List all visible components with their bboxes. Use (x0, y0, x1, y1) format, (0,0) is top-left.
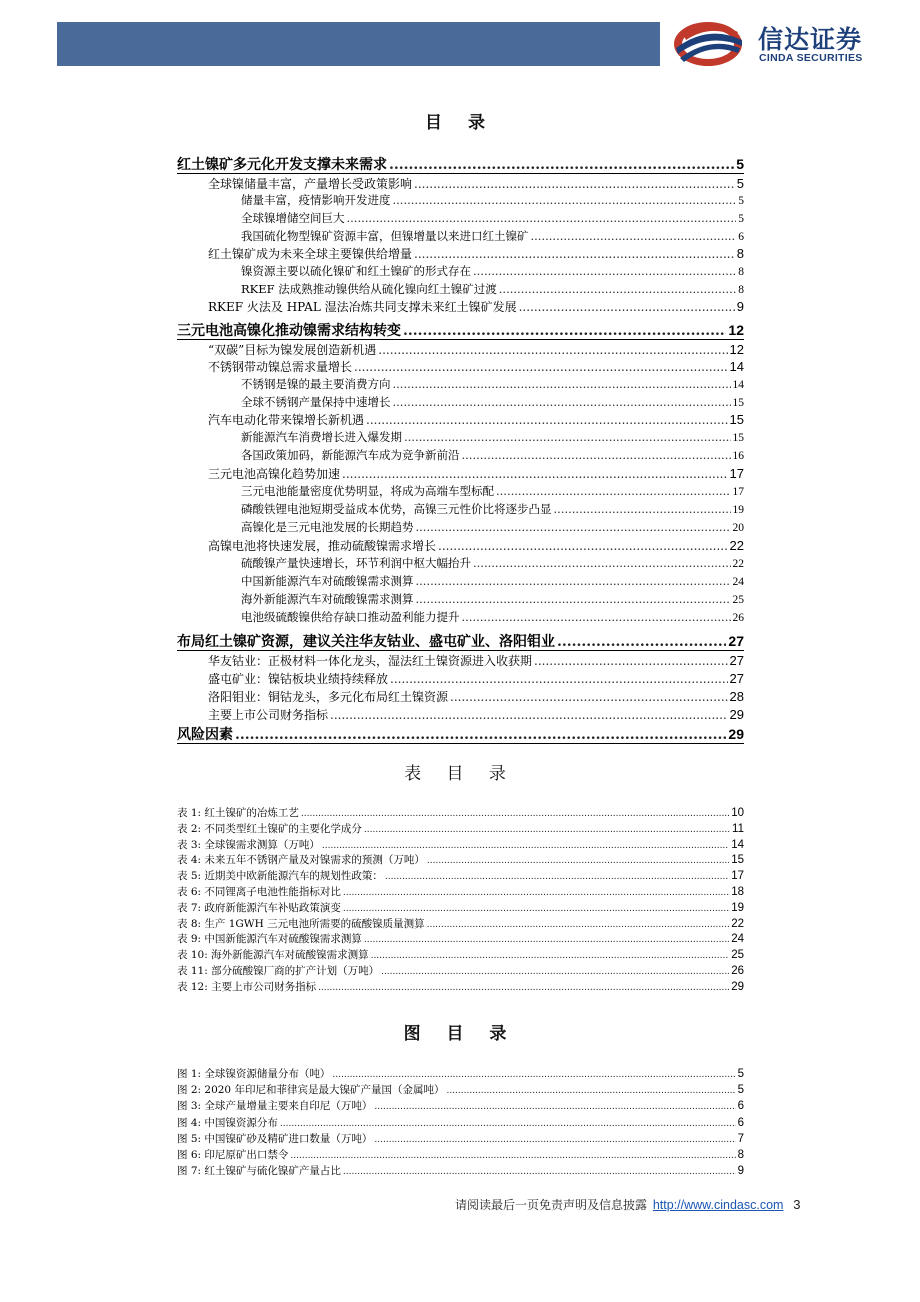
dot-leader (378, 343, 727, 357)
dot-leader (404, 430, 731, 444)
dot-leader (354, 360, 728, 374)
dot-leader (554, 502, 731, 516)
heading-underline (177, 173, 744, 174)
toc-entry-level3-page: 16 (732, 450, 744, 462)
toc-entry-level3[interactable] (241, 429, 744, 445)
figure-list-entry-page: 6 (737, 1100, 744, 1113)
table-list-entry-text: 表 1: 红土镍矿的冶炼工艺 (177, 807, 299, 819)
dot-leader (343, 904, 729, 914)
dot-leader (364, 935, 729, 945)
toc-entry-level2-text: 高镍电池将快速发展，推动硫酸镍需求增长 (208, 539, 437, 553)
table-list-entry-page: 10 (731, 807, 744, 819)
table-list-entry-text: 表 10: 海外新能源汽车对硫酸镍需求测算 (177, 949, 369, 962)
dot-leader (385, 872, 729, 882)
toc-entry-level2-text: RKEF 火法及 HPAL 湿法冶炼共同支撑未来红土镍矿发展 (208, 300, 517, 314)
toc-title: 目 录 (425, 113, 495, 133)
table-list-entry-page: 11 (732, 822, 744, 835)
toc-entry-level3-page: 5 (738, 195, 744, 207)
table-list-entry-page: 17 (731, 870, 744, 883)
toc-entry-level2-text: “双碳”目标为镍发展创造新机遇 (208, 343, 377, 357)
figure-list-entry-page: 5 (737, 1068, 744, 1080)
toc-entry-level3-page: 15 (732, 397, 744, 409)
toc-entry-level2-text: 全球镍储量丰富，产量增长受政策影响 (208, 177, 413, 191)
toc-entry-level2-page: 27 (729, 671, 744, 686)
toc-entry-level3-page: 6 (738, 231, 744, 243)
toc-entry-level2[interactable] (208, 465, 744, 481)
dot-leader (473, 264, 736, 278)
dot-leader (235, 727, 726, 742)
toc-entry-level2-text: 三元电池高镍化趋势加速 (208, 467, 341, 481)
table-list-entry[interactable] (177, 947, 744, 961)
toc-entry-level1[interactable] (177, 631, 744, 649)
toc-entry-level2[interactable] (208, 245, 744, 261)
figure-list-entry[interactable] (177, 1131, 744, 1145)
footer-page-number: 3 (793, 1197, 801, 1212)
heading-underline (177, 650, 744, 651)
dot-leader (343, 1167, 736, 1177)
table-list-entry-page: 24 (731, 933, 744, 946)
dot-leader (374, 1135, 735, 1145)
dot-leader (390, 672, 728, 686)
toc-entry-level2[interactable] (208, 706, 744, 722)
dot-leader (393, 193, 737, 207)
table-list-entry-page: 15 (731, 854, 744, 867)
table-list-entry-page: 26 (731, 965, 744, 977)
figure-list-entry-text: 图 1: 全球镍资源储量分布（吨） (177, 1068, 331, 1080)
table-list-entry-text: 表 4: 未来五年不锈钢产量及对镍需求的预测（万吨） (177, 854, 425, 867)
toc-entry-level3-text: 海外新能源汽车对硫酸镍需求测算 (241, 592, 414, 606)
header-banner (57, 22, 660, 66)
dot-leader (280, 1119, 736, 1129)
dot-leader (473, 556, 731, 570)
toc-entry-level1-text: 布局红土镍矿资源，建议关注华友钴业、盛屯矿业、洛阳钼业 (177, 634, 555, 649)
dot-leader (381, 967, 729, 977)
table-list-entry-text: 表 9: 中国新能源汽车对硫酸镍需求测算 (177, 933, 362, 946)
toc-entry-level3[interactable] (241, 501, 744, 517)
toc-entry-level3[interactable] (241, 483, 744, 499)
table-list-entry-page: 19 (731, 901, 744, 914)
toc-entry-level3[interactable] (241, 281, 744, 297)
table-list-entry[interactable] (177, 837, 744, 851)
table-list-entry-page: 29 (731, 980, 744, 993)
toc-entry-level1[interactable] (177, 154, 744, 172)
toc-entry-level2[interactable] (208, 358, 744, 374)
toc-entry-level2-page: 17 (729, 466, 744, 481)
dot-leader (318, 983, 729, 993)
toc-entry-level3-page: 22 (732, 558, 744, 570)
toc-entry-level2-text: 洛阳钼业：铜钴龙头，多元化布局红土镍资源 (208, 690, 449, 704)
toc-entry-level2[interactable] (208, 688, 744, 704)
toc-entry-level3[interactable] (241, 555, 744, 571)
dot-leader (414, 177, 735, 191)
dot-leader (330, 708, 728, 722)
toc-entry-level2-text: 华友钴业：正极材料一体化龙头，湿法红土镍资源进入收获期 (208, 654, 533, 668)
toc-entry-level2[interactable] (208, 411, 744, 427)
toc-entry-level3[interactable] (241, 394, 744, 410)
toc-entry-level3-text: 全球镍增储空间巨大 (241, 211, 345, 225)
figure-list-entry-page: 6 (737, 1116, 744, 1129)
toc-entry-level3-page: 14 (732, 379, 744, 391)
toc-entry-level3-page: 25 (732, 594, 744, 606)
toc-entry-level3-page: 19 (732, 504, 744, 516)
dot-leader (301, 809, 729, 819)
table-list-entry[interactable] (177, 931, 744, 945)
dot-leader (427, 920, 730, 930)
toc-entry-level3[interactable] (241, 591, 744, 607)
toc-entry-level1[interactable] (177, 320, 744, 338)
dot-leader (496, 484, 731, 498)
toc-entry-level3[interactable] (241, 376, 744, 392)
toc-entry-level3[interactable] (241, 263, 744, 279)
toc-entry-level3-text: 电池级硫酸镍供给存缺口推动盈利能力提升 (241, 610, 460, 624)
toc-entry-level2-page: 22 (729, 538, 744, 553)
toc-entry-level3-page: 20 (732, 522, 744, 534)
table-list-entry-page: 25 (731, 949, 744, 962)
figure-list-entry[interactable] (177, 1163, 744, 1177)
cinda-emblem-icon (670, 18, 750, 70)
dot-leader (322, 841, 729, 851)
footer-website-link[interactable]: http://www.cindasc.com (652, 1198, 784, 1212)
table-list-entry-text: 表 11: 部分硫酸镍厂商的扩产计划（万吨） (177, 965, 380, 977)
toc-entry-level3-text: 硫酸镍产量快速增长，环节利润中枢大幅抬升 (241, 556, 471, 570)
toc-entry-level3-text: 三元电池能量密度优势明显，将成为高端车型标配 (241, 484, 494, 498)
toc-entry-level2-page: 27 (729, 653, 744, 668)
table-list-entry-text: 表 3: 全球镍需求测算（万吨） (177, 838, 320, 851)
dot-leader (462, 448, 731, 462)
table-list-entry-text: 表 2: 不同类型红土镍矿的主要化学成分 (177, 822, 362, 835)
toc-entry-level2[interactable] (208, 298, 744, 314)
figure-list-entry-text: 图 3: 全球产量增量主要来自印尼（万吨） (177, 1100, 373, 1113)
toc-entry-level3-page: 24 (732, 576, 744, 588)
toc-entry-level2[interactable] (208, 670, 744, 686)
dot-leader (416, 574, 731, 588)
toc-entry-level3-text: 不锈钢是镍的最主要消费方向 (241, 377, 391, 391)
toc-entry-level3-text: 镍资源主要以硫化镍矿和红土镍矿的形式存在 (241, 264, 471, 278)
dot-leader (393, 395, 731, 409)
table-list-entry[interactable] (177, 916, 744, 930)
dot-leader (366, 413, 728, 427)
table-list-title: 表 目 录 (404, 764, 516, 784)
table-list-entry[interactable] (177, 979, 744, 993)
figure-list-entry[interactable] (177, 1098, 744, 1112)
dot-leader (414, 247, 735, 261)
toc-entry-level3[interactable] (241, 447, 744, 463)
figure-list-entry[interactable] (177, 1147, 744, 1161)
table-list-entry[interactable] (177, 805, 744, 819)
table-list-entry[interactable] (177, 868, 744, 882)
table-list-entry[interactable] (177, 963, 744, 977)
dot-leader (416, 592, 731, 606)
table-list-entry[interactable] (177, 821, 744, 835)
cinda-logo (670, 18, 900, 70)
footer-disclaimer: 请阅读最后一页免责声明及信息披露 (455, 1198, 648, 1212)
figure-list-entry-text: 图 4: 中国镍资源分布 (177, 1116, 278, 1129)
dot-leader (557, 634, 726, 649)
figure-list-entry-text: 图 7: 红土镍矿与硫化镍矿产量占比 (177, 1165, 341, 1178)
toc-entry-level3-text: 新能源汽车消费增长进入爆发期 (241, 430, 402, 444)
figure-list-entry-text: 图 5: 中国镍矿砂及精矿进口数量（万吨） (177, 1132, 373, 1145)
toc-entry-level3[interactable] (241, 609, 744, 625)
heading-underline (177, 339, 744, 340)
toc-entry-level2-text: 主要上市公司财务指标 (208, 708, 329, 722)
toc-entry-level3-text: RKEF 法成熟推动镍供给从硫化镍向红土镍矿过渡 (241, 282, 497, 296)
table-list-entry[interactable] (177, 852, 744, 866)
toc-entry-level2-page: 14 (729, 359, 744, 374)
toc-entry-level2-text: 不锈钢带动镍总需求量增长 (208, 360, 353, 374)
dot-leader (364, 825, 730, 835)
toc-entry-level3-page: 8 (738, 266, 744, 278)
dot-leader (462, 610, 731, 624)
toc-entry-level2-page: 28 (729, 689, 744, 704)
toc-entry-level2-text: 汽车电动化带来镍增长新机遇 (208, 413, 365, 427)
toc-entry-level1-page: 12 (728, 322, 744, 338)
table-list-entry-text: 表 7: 政府新能源汽车补贴政策演变 (177, 901, 341, 914)
toc-entry-level2-page: 29 (729, 707, 744, 722)
toc-entry-level3[interactable] (241, 192, 744, 208)
toc-entry-level3-text: 我国硫化物型镍矿资源丰富，但镍增量以来进口红土镍矿 (241, 229, 529, 243)
dot-leader (427, 856, 729, 866)
figure-list-title: 图 目 录 (403, 1024, 517, 1044)
dot-leader (343, 888, 729, 898)
toc-entry-level2[interactable] (208, 537, 744, 553)
logo-chinese-name: 信达证券 (758, 25, 863, 54)
figure-list-entry[interactable] (177, 1082, 744, 1096)
table-list-entry[interactable] (177, 900, 744, 914)
toc-entry-level2-text: 红土镍矿成为未来全球主要镍供给增量 (208, 247, 413, 261)
dot-leader (446, 1086, 735, 1096)
dot-leader (342, 467, 728, 481)
toc-entry-level3[interactable] (241, 228, 744, 244)
dot-leader (371, 951, 730, 961)
figure-list-entry-page: 5 (737, 1084, 744, 1097)
toc-entry-level3-page: 15 (732, 432, 744, 444)
toc-entry-level3-text: 高镍化是三元电池发展的长期趋势 (241, 520, 414, 534)
table-list-entry-page: 18 (731, 886, 744, 898)
toc-entry-level2-text: 盛屯矿业：镍钴板块业绩持续释放 (208, 672, 389, 686)
toc-entry-level1-page: 27 (728, 633, 744, 649)
figure-list-entry-page: 8 (737, 1149, 744, 1161)
toc-entry-level2[interactable] (208, 341, 744, 357)
dot-leader (450, 690, 728, 704)
toc-entry-level3-page: 17 (732, 486, 744, 498)
table-list-entry[interactable] (177, 884, 744, 898)
dot-leader (374, 1102, 735, 1112)
toc-entry-level3-page: 5 (738, 213, 744, 225)
figure-list-entry-text: 图 6: 印尼原矿出口禁令 (177, 1149, 289, 1161)
dot-leader (438, 539, 728, 553)
toc-entry-level2[interactable] (208, 652, 744, 668)
figure-list-entry[interactable] (177, 1115, 744, 1129)
toc-entry-level2-page: 15 (729, 412, 744, 427)
figure-list-entry-page: 7 (737, 1132, 744, 1145)
dot-leader (332, 1070, 735, 1080)
dot-leader (531, 229, 737, 243)
dot-leader (534, 654, 728, 668)
toc-entry-level3[interactable] (241, 573, 744, 589)
table-list-entry-text: 表 12: 主要上市公司财务指标 (177, 980, 317, 993)
figure-list-entry-text: 图 2: 2020 年印尼和菲律宾是最大镍矿产量国（金属吨） (177, 1084, 445, 1097)
toc-entry-level1-page: 29 (728, 726, 744, 742)
table-list-entry-text: 表 5: 近期美中欧新能源汽车的规划性政策： (177, 870, 383, 883)
dot-leader (290, 1151, 735, 1161)
figure-list-entry-page: 9 (737, 1165, 744, 1178)
toc-entry-level2-page: 5 (736, 176, 744, 191)
toc-entry-level1-text: 风险因素 (177, 727, 233, 742)
dot-leader (403, 323, 726, 338)
dot-leader (519, 300, 735, 314)
toc-entry-level2[interactable] (208, 175, 744, 191)
toc-entry-level1-text: 三元电池高镍化推动镍需求结构转变 (177, 323, 401, 338)
toc-entry-level2-page: 8 (736, 246, 744, 261)
dot-leader (347, 211, 737, 225)
toc-entry-level3-page: 26 (732, 612, 744, 624)
table-list-entry-text: 表 8: 生产 1GWH 三元电池所需要的硫酸镍质量测算 (177, 917, 425, 930)
heading-underline (177, 743, 744, 744)
dot-leader (393, 377, 731, 391)
toc-entry-level3[interactable] (241, 210, 744, 226)
table-list-entry-page: 14 (731, 838, 744, 851)
toc-entry-level3[interactable] (241, 519, 744, 535)
figure-list-entry[interactable] (177, 1066, 744, 1080)
toc-entry-level3-text: 全球不锈钢产量保持中速增长 (241, 395, 391, 409)
logo-english-name: CINDA SECURITIES (759, 52, 863, 64)
toc-entry-level3-text: 储量丰富，疫情影响开发进度 (241, 193, 391, 207)
dot-leader (499, 282, 736, 296)
toc-entry-level3-page: 8 (738, 284, 744, 296)
toc-entry-level3-text: 各国政策加码，新能源汽车成为竞争新前沿 (241, 448, 460, 462)
toc-entry-level1[interactable] (177, 724, 744, 742)
page-footer (455, 1196, 801, 1213)
toc-entry-level2-page: 9 (736, 299, 744, 314)
table-list-entry-text: 表 6: 不同锂离子电池性能指标对比 (177, 886, 341, 898)
toc-entry-level3-text: 中国新能源汽车对硫酸镍需求测算 (241, 574, 414, 588)
dot-leader (416, 520, 731, 534)
toc-entry-level1-text: 红土镍矿多元化开发支撑未来需求 (177, 157, 387, 172)
toc-entry-level2-page: 12 (729, 342, 744, 357)
table-list-entry-page: 22 (731, 917, 744, 930)
dot-leader (389, 157, 734, 172)
toc-entry-level3-text: 磷酸铁锂电池短期受益成本优势，高镍三元性价比将逐步凸显 (241, 502, 552, 516)
toc-entry-level1-page: 5 (736, 156, 744, 172)
